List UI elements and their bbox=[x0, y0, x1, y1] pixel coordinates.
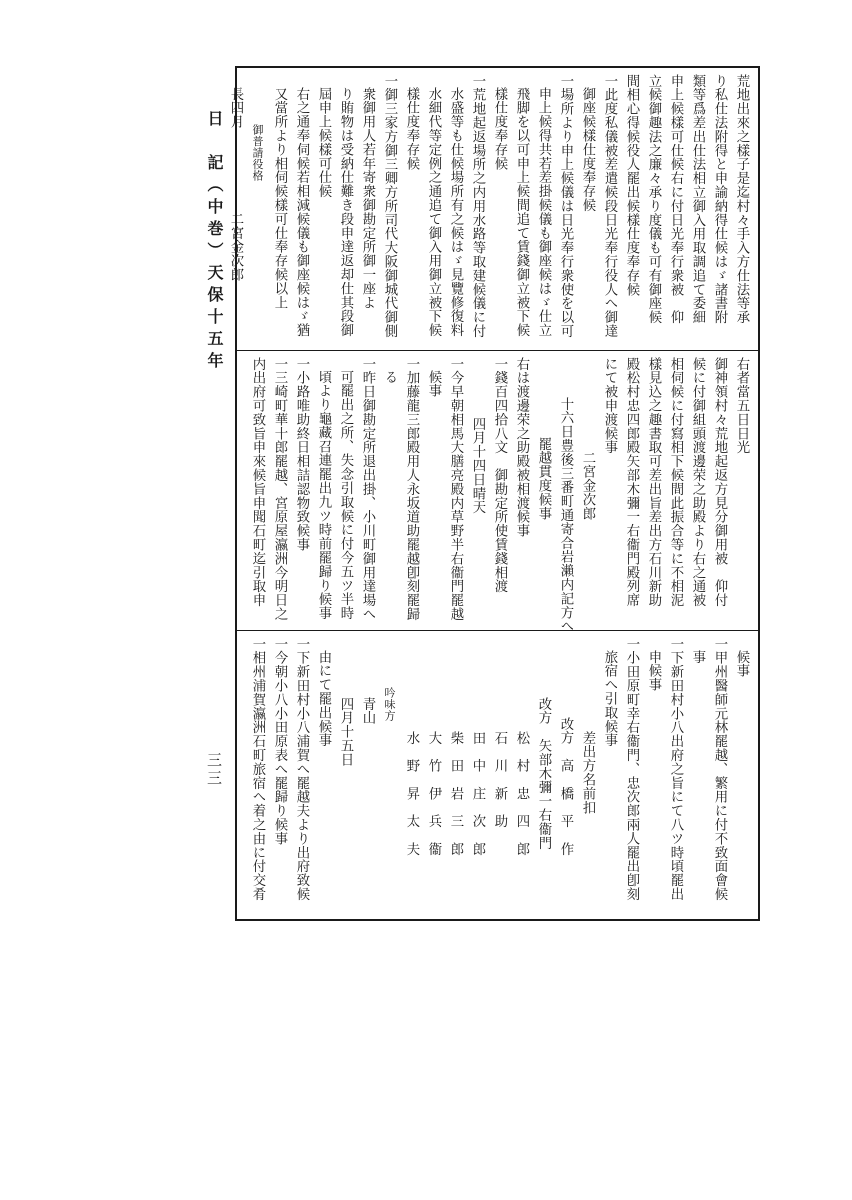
text-line: 一場所より申上候儀は日光奉行衆使を以可 bbox=[558, 74, 573, 339]
text-line: 一三崎町華十郎罷越、宮原屋瀛洲今明日之 bbox=[272, 357, 287, 622]
text-line: 候事 bbox=[734, 650, 749, 679]
text-line: 衆御用人若年寄衆御勘定所御一座よ bbox=[360, 87, 375, 310]
text-line: 水細代等定例之通追て御入用御立被下候 bbox=[426, 87, 441, 338]
text-line: 申候事 bbox=[646, 650, 661, 693]
text-line: 事 bbox=[690, 650, 705, 665]
text-line: 候事 bbox=[426, 370, 441, 399]
text-line: 一小田原町幸右衞門、忠次郎兩人罷出卽刻 bbox=[624, 637, 639, 902]
text-line: 一下新田村小八浦賀へ罷越夫より出府致候 bbox=[294, 637, 309, 902]
text-line: 御神領村々荒地起返方見分御用被 仰付 bbox=[712, 357, 727, 608]
text-line: 一下新田村小八出府之旨にて八ツ時頃罷出 bbox=[668, 637, 683, 902]
text-line: 御普請役格 bbox=[251, 123, 264, 181]
text-line: 長四月 二宮金次郎 bbox=[228, 87, 243, 282]
text-line: 改方 矢部木彌一右衞門 bbox=[536, 697, 551, 851]
text-line: 一今朝小八小田原表へ罷歸り候事 bbox=[272, 637, 287, 846]
text-line: り私仕法附得と申諭納得仕候はゞ諸書附 bbox=[712, 74, 727, 325]
upper-tier bbox=[228, 68, 758, 350]
text-line: 殿松村忠四郎殿矢部木彌一右衞門殿列席 bbox=[624, 357, 639, 608]
text-line: 由にて罷出候事 bbox=[316, 650, 331, 748]
text-line: 柴 田 岩 三 郎 bbox=[448, 730, 463, 856]
text-line: 荒地出來之樣子是迄村々手入方仕法等承 bbox=[734, 74, 749, 325]
running-header: 日 記（中巻）天保十五年 bbox=[205, 110, 224, 374]
text-line: 旅宿へ引取候事 bbox=[602, 650, 617, 748]
text-line: 樣仕度奉存候 bbox=[404, 87, 419, 171]
text-line: 一荒地起返場所之内用水路等取建候儀に付 bbox=[470, 74, 485, 339]
text-line: 間相心得候役人罷出候樣仕度奉存候 bbox=[624, 74, 639, 297]
text-line: 二宮金次郎 bbox=[580, 450, 595, 521]
text-line: 御座候樣仕度奉存候 bbox=[580, 87, 595, 213]
text-line: 樣仕度奉存候 bbox=[492, 87, 507, 171]
text-line: 田 中 庄 次 郎 bbox=[470, 730, 485, 856]
text-line: 頃より龜藏召連罷出九ツ時前罷歸り候事 bbox=[316, 370, 331, 621]
text-line: 改方 高 橋 平 作 bbox=[558, 717, 573, 857]
middle-tier bbox=[237, 350, 758, 634]
text-line: る bbox=[382, 370, 397, 385]
text-line: 差出方名前扣 bbox=[580, 730, 595, 815]
text-line: 右者當五日日光 bbox=[734, 357, 749, 455]
text-line: 相伺候に付寫相下候間此振合等に不相泥 bbox=[668, 357, 683, 608]
text-line: 四月十四日晴天 bbox=[470, 417, 485, 515]
text-line: 一小路唯助終日相詰認物致候事 bbox=[294, 357, 309, 552]
lower-tier bbox=[237, 630, 758, 919]
text-line: 一昨日御勘定所退出掛、小川町御用達場へ bbox=[360, 357, 375, 622]
text-line: 水 野 昇 太 夫 bbox=[404, 730, 419, 856]
page-number: 三三 bbox=[205, 752, 223, 788]
text-line: 四月十五日 bbox=[338, 697, 353, 767]
text-frame bbox=[228, 66, 760, 921]
text-line: 申上候樣可仕候右に付日光奉行衆被 仰 bbox=[668, 74, 683, 325]
text-line: 吟味方 bbox=[383, 686, 396, 721]
text-line: 一相州浦賀瀛洲石町旅宿へ着之由に付交肴 bbox=[250, 637, 265, 902]
text-line: 候に付御組頭渡邊荣之助殿より右之通被 bbox=[690, 357, 705, 608]
text-line: 類等爲差出仕法相立御入用取調追て委細 bbox=[690, 74, 705, 325]
text-line: 青山 bbox=[360, 697, 375, 726]
text-line: 樣見込之趣書取可差出旨差出方石川新助 bbox=[646, 357, 661, 608]
text-line: り賄物は受納仕難き段申達返却仕其段御 bbox=[338, 87, 353, 338]
text-line: 松 村 忠 四 郎 bbox=[514, 730, 529, 856]
text-line: 屆申上候樣可仕候 bbox=[316, 87, 331, 199]
text-line: 右之通奉伺候若相減候儀も御座候はゞ猶 bbox=[294, 87, 309, 338]
text-line: 右は渡邊荣之助殿被相渡候事 bbox=[514, 357, 529, 538]
text-line: 一甲州醫師元林罷越、繁用に付不致面會候 bbox=[712, 637, 727, 902]
text-line: 大 竹 伊 兵 衞 bbox=[426, 730, 441, 856]
text-line: 飛脚を以可申上候間追て賃錢御立被下候 bbox=[514, 87, 529, 338]
text-line: 可罷出之所、失念引取候に付今五ツ半時 bbox=[338, 370, 353, 621]
text-line: 申上候得共若差掛候儀も御座候はゞ仕立 bbox=[536, 87, 551, 338]
text-line: 一此度私儀被差遣候段日光奉行役人へ御達 bbox=[602, 74, 617, 339]
text-line: 又當所より相伺候樣可仕奉存候以上 bbox=[272, 87, 287, 310]
text-line: 罷越貫度候事 bbox=[536, 437, 551, 521]
text-line: にて被申渡候事 bbox=[602, 357, 617, 455]
text-line: 一御三家方御三卿方所司代大阪御城代御側 bbox=[382, 74, 397, 339]
text-line: 一錢百四拾八文 御勘定所使賃錢相渡 bbox=[492, 357, 507, 594]
text-line: 一加藤龍三郎殿用人永坂道助罷越卽刻罷歸 bbox=[404, 357, 419, 622]
text-line: 石 川 新 助 bbox=[492, 730, 507, 829]
text-line: 十六日豊後三番町通寄合岩瀨内記方へ bbox=[558, 397, 573, 634]
text-line: 水盛等も仕候場所有之候はゞ見覽修復料 bbox=[448, 87, 463, 338]
text-line: 一今早朝相馬大膳亮殿内草野半右衞門罷越 bbox=[448, 357, 463, 622]
text-line: 立候御趣法之廉々承り度儀も可有御座候 bbox=[646, 74, 661, 325]
text-line: 内出府可致旨申來候旨申聞石町迄引取申 bbox=[250, 357, 265, 608]
